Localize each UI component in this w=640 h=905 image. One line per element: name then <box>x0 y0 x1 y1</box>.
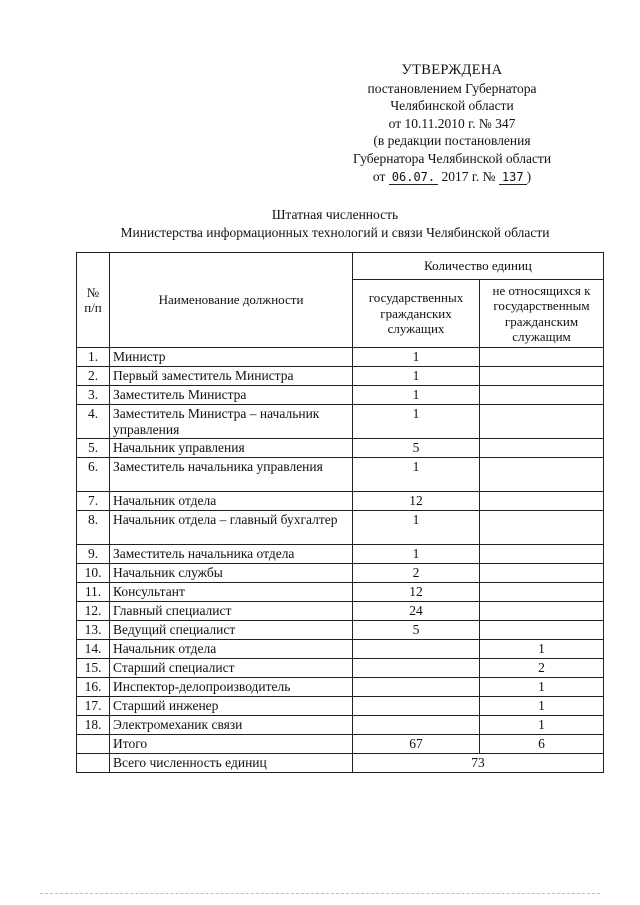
page-bottom-edge <box>40 893 600 894</box>
row-name: Заместитель Министра <box>110 386 353 405</box>
row-name: Главный специалист <box>110 602 353 621</box>
row-civil: 12 <box>353 583 480 602</box>
table-row <box>77 405 604 439</box>
header-name: Наименование должности <box>110 253 353 348</box>
approval-line-2: Челябинской области <box>390 98 514 114</box>
row-noncivil: 2 <box>480 659 604 678</box>
header-noncivil: не относящихся к государственным гражданским служащим <box>480 280 604 348</box>
row-civil: 1 <box>353 405 480 439</box>
title-line-1: Штатная численность <box>271 207 399 222</box>
row-num: 6. <box>77 458 110 492</box>
row-civil: 24 <box>353 602 480 621</box>
header-num: № п/п <box>77 253 110 348</box>
grand-total-value: 73 <box>353 754 604 773</box>
row-noncivil <box>480 511 604 545</box>
row-name: Начальник отдела <box>110 492 353 511</box>
row-civil: 1 <box>353 367 480 386</box>
row-num: 11. <box>77 583 110 602</box>
row-name: Консультант <box>110 583 353 602</box>
row-civil: 1 <box>353 386 480 405</box>
handwritten-number: 137 <box>499 170 527 185</box>
date-year: 2017 г. № <box>441 168 496 184</box>
row-civil: 1 <box>353 348 480 367</box>
row-civil: 1 <box>353 545 480 564</box>
row-num: 17. <box>77 697 110 716</box>
row-noncivil: 1 <box>480 640 604 659</box>
approval-block <box>318 62 586 185</box>
row-num: 18. <box>77 716 110 735</box>
row-noncivil <box>480 492 604 511</box>
row-name: Старший инженер <box>110 697 353 716</box>
total-civil: 67 <box>353 735 480 754</box>
row-noncivil <box>480 621 604 640</box>
table-row <box>77 564 604 583</box>
row-civil: 2 <box>353 564 480 583</box>
header-quantity: Количество единиц <box>353 253 604 280</box>
row-name: Первый заместитель Министра <box>110 367 353 386</box>
table-row <box>77 678 604 697</box>
table-row <box>77 511 604 545</box>
grand-total-row <box>77 754 604 773</box>
row-civil <box>353 678 480 697</box>
total-num-cell <box>77 735 110 754</box>
date-prefix: от <box>372 168 386 184</box>
row-civil: 1 <box>353 458 480 492</box>
row-name: Инспектор-делопроизводитель <box>110 678 353 697</box>
row-noncivil <box>480 367 604 386</box>
table-row <box>77 545 604 564</box>
table-row <box>77 348 604 367</box>
row-num: 2. <box>77 367 110 386</box>
approval-dateline <box>318 168 586 186</box>
row-name: Ведущий специалист <box>110 621 353 640</box>
row-num: 10. <box>77 564 110 583</box>
row-num: 4. <box>77 405 110 439</box>
table-row <box>77 602 604 621</box>
row-noncivil <box>480 583 604 602</box>
row-noncivil <box>480 458 604 492</box>
row-noncivil <box>480 386 604 405</box>
row-name: Заместитель начальника отдела <box>110 545 353 564</box>
row-civil: 1 <box>353 511 480 545</box>
row-name: Начальник управления <box>110 439 353 458</box>
approval-line-4: (в редакции постановления <box>373 133 531 149</box>
row-name: Начальник службы <box>110 564 353 583</box>
row-noncivil <box>480 602 604 621</box>
row-noncivil <box>480 439 604 458</box>
grand-total-label: Всего численность единиц <box>110 754 353 773</box>
table-row <box>77 458 604 492</box>
row-num: 14. <box>77 640 110 659</box>
row-num: 12. <box>77 602 110 621</box>
table-row <box>77 492 604 511</box>
table-row <box>77 697 604 716</box>
staff-table <box>76 252 604 773</box>
row-civil: 5 <box>353 439 480 458</box>
row-civil <box>353 716 480 735</box>
row-name: Заместитель Министра – начальник управления <box>110 405 353 439</box>
row-num: 16. <box>77 678 110 697</box>
row-civil <box>353 697 480 716</box>
approval-line-3: от 10.11.2010 г. № 347 <box>388 115 516 131</box>
row-num: 5. <box>77 439 110 458</box>
row-name: Заместитель начальника управления <box>110 458 353 492</box>
header-civil: государственных гражданских служащих <box>353 280 480 348</box>
row-name: Министр <box>110 348 353 367</box>
row-noncivil <box>480 564 604 583</box>
table-row <box>77 439 604 458</box>
row-name: Старший специалист <box>110 659 353 678</box>
row-num: 7. <box>77 492 110 511</box>
table-row <box>77 386 604 405</box>
row-num: 9. <box>77 545 110 564</box>
approval-heading: УТВЕРЖДЕНА <box>401 62 503 78</box>
row-name: Начальник отдела – главный бухгалтер <box>110 511 353 545</box>
row-noncivil: 1 <box>480 678 604 697</box>
document-title <box>60 206 610 241</box>
row-civil <box>353 659 480 678</box>
row-noncivil <box>480 545 604 564</box>
row-num: 1. <box>77 348 110 367</box>
table-row <box>77 659 604 678</box>
row-num: 15. <box>77 659 110 678</box>
row-name: Электромеханик связи <box>110 716 353 735</box>
row-num: 13. <box>77 621 110 640</box>
row-civil <box>353 640 480 659</box>
total-noncivil: 6 <box>480 735 604 754</box>
row-civil: 12 <box>353 492 480 511</box>
table-row <box>77 367 604 386</box>
row-num: 8. <box>77 511 110 545</box>
row-noncivil: 1 <box>480 716 604 735</box>
row-civil: 5 <box>353 621 480 640</box>
handwritten-date: 06.07. <box>389 170 438 185</box>
row-noncivil <box>480 405 604 439</box>
total-label: Итого <box>110 735 353 754</box>
table-row <box>77 640 604 659</box>
grand-total-num-cell <box>77 754 110 773</box>
row-noncivil: 1 <box>480 697 604 716</box>
title-line-2: Министерства информационных технологий и связи Челябинской области <box>120 224 550 240</box>
table-row <box>77 583 604 602</box>
approval-line-1: постановлением Губернатора <box>367 80 537 96</box>
row-num: 3. <box>77 386 110 405</box>
row-name: Начальник отдела <box>110 640 353 659</box>
table-row <box>77 621 604 640</box>
table-row <box>77 716 604 735</box>
closing-paren: ) <box>526 168 532 184</box>
approval-line-5: Губернатора Челябинской области <box>352 150 552 166</box>
total-row <box>77 735 604 754</box>
row-noncivil <box>480 348 604 367</box>
